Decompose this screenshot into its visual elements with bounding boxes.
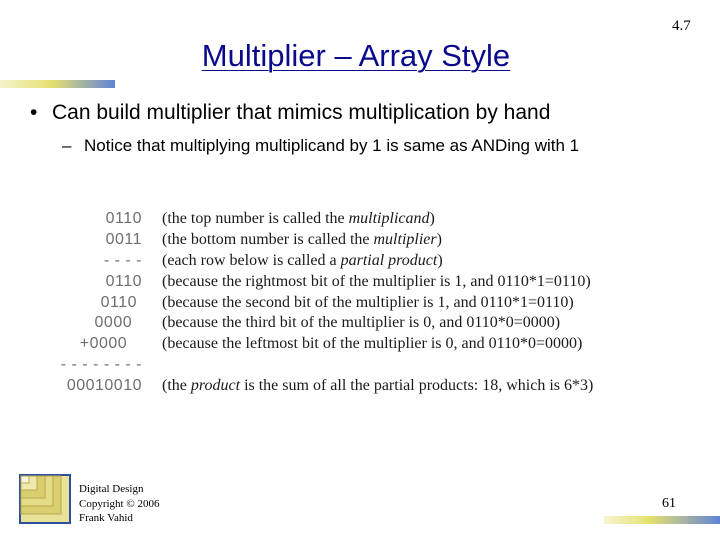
explanation-row: (the product is the sum of all the partial products: 18, which is 6*3) — [162, 377, 594, 395]
mul-row: 0110 — [100, 293, 142, 311]
bullet-icon: • — [30, 101, 38, 124]
title-decoration-bar — [0, 80, 115, 88]
multiplication-column — [58, 209, 142, 397]
explanation-row: (because the third bit of the multiplier is 0, and 0110*0=0000) — [162, 314, 561, 332]
footer-line: Digital Design — [79, 483, 144, 495]
explanation-row — [162, 355, 593, 376]
explanation-row: (because the second bit of the multiplier is 1, and 0110*1=0110) — [162, 293, 574, 311]
mul-row: 0110 — [105, 272, 142, 290]
footer-decoration-bar — [604, 516, 720, 524]
explanation-row: (the bottom number is called the multiplier) — [162, 230, 442, 248]
page-number: 61 — [662, 496, 676, 511]
footer-line: Copyright © 2006 — [79, 497, 160, 510]
footer-line: Frank Vahid — [79, 512, 133, 524]
explanation-row: (because the leftmost bit of the multiplier is 0, and 0110*0=0000) — [162, 335, 583, 353]
mul-row: +0000 — [79, 335, 142, 353]
explanation-row: (each row below is called a partial product) — [162, 251, 443, 269]
mul-row: 0011 — [105, 230, 142, 248]
mul-row: 0000 — [94, 314, 142, 332]
dash-icon: – — [62, 136, 72, 155]
explanation-row: (the top number is called the multiplicand) — [162, 210, 435, 227]
sub-bullet-text: Notice that multiplying multiplicand by 1 is same as ANDing with 1 — [84, 136, 580, 155]
explanation-row: (because the rightmost bit of the multiplier is 1, and 0110*1=0110) — [162, 272, 591, 290]
slide-section-number: 4.7 — [672, 18, 691, 34]
main-bullet — [30, 101, 550, 125]
explanation-column — [162, 209, 593, 397]
footer-credits — [79, 482, 159, 526]
mul-row: - - - - - - - - — [60, 356, 142, 374]
main-bullet-text: Can build multiplier that mimics multiplication by hand — [52, 101, 551, 124]
mul-row: - - - - — [103, 251, 142, 269]
mul-row: 0110 — [105, 210, 142, 227]
slide-title: Multiplier – Array Style — [201, 38, 511, 73]
mul-row: 00010010 — [66, 377, 142, 395]
sub-bullet — [62, 136, 579, 156]
nested-squares-logo-icon — [19, 474, 71, 524]
